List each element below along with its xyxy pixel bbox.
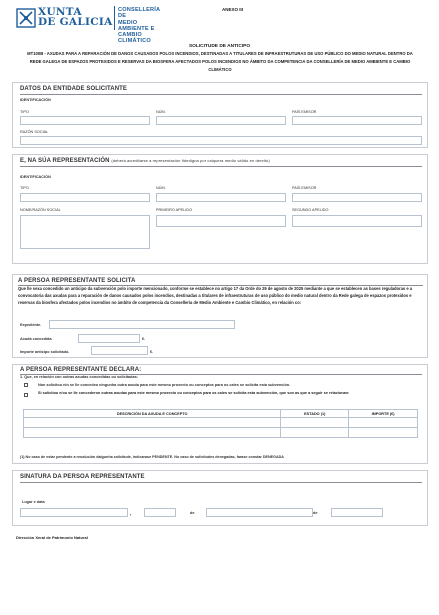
label-tipo: TIPO bbox=[20, 186, 29, 190]
column-header-descricion: DESCRICIÓN DA AXUDA E CONCEPTO bbox=[24, 410, 281, 418]
rep-segundo-apelido-input[interactable] bbox=[292, 215, 422, 227]
estado-cell[interactable] bbox=[281, 418, 349, 428]
label-importe-anticipo: Importe anticipo solicitado. bbox=[20, 350, 70, 354]
checkbox-non-solicitou[interactable] bbox=[24, 383, 28, 387]
table-row bbox=[24, 418, 418, 428]
label-expediente: Expediente. bbox=[20, 323, 42, 327]
importe-anticipo-input[interactable] bbox=[91, 346, 148, 355]
declara-item-1: 1. Que, en relación con outras axudas concedidas ou solicitadas: bbox=[20, 375, 138, 379]
num-input[interactable] bbox=[156, 116, 286, 125]
section-title-sinatura: SINATURA DA PERSOA REPRESENTANTE bbox=[20, 474, 145, 480]
xunta-emblem-icon bbox=[16, 8, 36, 28]
ano-input[interactable] bbox=[331, 508, 383, 517]
rep-primeiro-apelido-input[interactable] bbox=[156, 215, 286, 227]
form-title: SOLICITUDE DE ANTICIPO bbox=[188, 44, 251, 49]
mes-input[interactable] bbox=[206, 508, 313, 517]
label-de: de bbox=[190, 511, 195, 515]
label-tipo: TIPO bbox=[20, 110, 29, 114]
option-non-solicitou: Non solicitou nin se lle concedeu ningunha outra axuda para este mesmo proxecto ou conceptos para os cales se solicita esta subvención. bbox=[38, 383, 291, 387]
section-declara bbox=[12, 364, 428, 464]
label-nome: NOME/RAZÓN SOCIAL bbox=[20, 208, 61, 212]
section-representacion bbox=[12, 154, 428, 264]
column-header-importe: IMPORTE (€) bbox=[349, 410, 418, 418]
section-solicita bbox=[12, 274, 428, 358]
table-row bbox=[24, 428, 418, 438]
column-header-estado: ESTADO (1) bbox=[281, 410, 349, 418]
label-num: NÚM. bbox=[156, 186, 166, 190]
razon-social-input[interactable] bbox=[20, 136, 422, 145]
xunta-logo bbox=[16, 6, 161, 45]
pais-emisor-input[interactable] bbox=[292, 116, 422, 125]
option-si-solicitou: Si solicitou e/ou se lle concederon outras axudas para este mesmo proxecto ou conceptos para os cales se solicita esta subvención, que son as que a seguir se relacionan: bbox=[38, 391, 350, 395]
dia-input[interactable] bbox=[144, 508, 176, 517]
label-de: de bbox=[313, 511, 318, 515]
euro-label: €. bbox=[150, 350, 154, 354]
anexo-label: ANEXO III bbox=[222, 7, 244, 12]
descricion-cell[interactable] bbox=[24, 428, 281, 438]
label-pais-emisor: PAÍS EMISOR bbox=[292, 186, 317, 190]
rep-nome-input[interactable] bbox=[20, 215, 150, 249]
rep-tipo-input[interactable] bbox=[20, 193, 150, 202]
label-identificacion: IDENTIFICACIÓN bbox=[20, 98, 51, 102]
label-pais-emisor: PAÍS EMISOR bbox=[292, 110, 317, 114]
declara-footnote: (1) No caso de estar pendente a resolución dalgunha solicitude, indicarase PENDENTE. No caso de solicitudes denegadas, farase constar DENEGADA bbox=[20, 455, 284, 459]
outras-axudas-table bbox=[23, 409, 418, 438]
section-entidade bbox=[12, 82, 428, 148]
section-title-solicita: A PERSOA REPRESENTANTE SOLICITA bbox=[18, 278, 136, 284]
label-primeiro-apelido: PRIMEIRO APELIDO bbox=[156, 208, 193, 212]
section-title-representacion: E, NA SÚA REPRESENTACIÓN (deberá acreditarse a representación fidedigna por calquera medio válido en dereito) bbox=[20, 158, 270, 164]
logo-text-xunta: XUNTA bbox=[38, 6, 82, 18]
form-subtitle: MT100B - AXUDAS PARA A REPARACIÓN DE DANOS CAUSADOS POLOS INCENDIOS, DESTINADAS A TITULARES DE INFRAESTRUTURAS DE USO PÚBLICO DO MEDIO NATURAL DENTRO DA REDE GALEGA DE ESPAZOS PROTEXIDOS E RESERVAS DA BIOSFERA AFECTADOS POLOS INCENDIOS NO ÁMBITO DA COMPETENCIA DA CONSELLERÍA DE MEDIO AMBIENTE E CAMBIO CLIMÁTICO bbox=[27, 51, 413, 72]
divider bbox=[20, 482, 422, 483]
label-razon-social: RAZÓN SOCIAL bbox=[20, 130, 49, 134]
comma-separator: , bbox=[130, 511, 132, 517]
logo-divider bbox=[114, 6, 115, 30]
footer-text: Dirección Xeral de Patrimonio Natural bbox=[16, 535, 88, 540]
descricion-cell[interactable] bbox=[24, 418, 281, 428]
importe-cell[interactable] bbox=[349, 428, 418, 438]
section-title-entidade: DATOS DA ENTIDADE SOLICITANTE bbox=[20, 86, 128, 92]
euro-label: €. bbox=[142, 337, 146, 341]
label-num: NÚM. bbox=[156, 110, 166, 114]
axuda-concedida-input[interactable] bbox=[78, 334, 140, 343]
label-identificacion: IDENTIFICACIÓN bbox=[20, 175, 51, 179]
table-header-row bbox=[24, 410, 418, 418]
rep-num-input[interactable] bbox=[156, 193, 286, 202]
section-title-declara: A PERSOA REPRESENTANTE DECLARA: bbox=[20, 367, 142, 373]
expediente-input[interactable] bbox=[49, 320, 235, 329]
tipo-input[interactable] bbox=[20, 116, 150, 125]
label-segundo-apelido: SEGUNDO APELIDO bbox=[292, 208, 329, 212]
divider bbox=[20, 94, 422, 95]
department-name: CONSELLERÍA DE MEDIO AMBIENTE E CAMBIO CLIMÁTICO bbox=[118, 7, 161, 45]
logo-text-galicia: DE GALICIA bbox=[38, 16, 113, 28]
label-lugar-data: Lugar e data bbox=[22, 500, 45, 504]
lugar-input[interactable] bbox=[20, 508, 128, 517]
rep-pais-emisor-input[interactable] bbox=[292, 193, 422, 202]
estado-cell[interactable] bbox=[281, 428, 349, 438]
section-sinatura bbox=[12, 470, 428, 526]
label-axuda-concedida: Axuda concedida. bbox=[20, 337, 53, 341]
checkbox-si-solicitou[interactable] bbox=[24, 393, 28, 397]
importe-cell[interactable] bbox=[349, 418, 418, 428]
divider bbox=[20, 166, 422, 167]
solicita-text: Que lle sexa concedido un anticipo da subvención polo importe mencionado, conforme se establece no artigo 17 da Orde do 29 de agosto de 2025 mediante a que se establecen as bases reguladoras e a convocatoria das axudas para a reparación de danos causados polos incendios, destinadas a titulares de infraestruturas de uso público do medio natural dentro da Rede galega de espazos protexidos e reservas da biosfera afectados polos incendios no ámbito de competencia da Consellería de Medio Ambiente e Cambio Climático, en relación co: bbox=[18, 286, 413, 305]
